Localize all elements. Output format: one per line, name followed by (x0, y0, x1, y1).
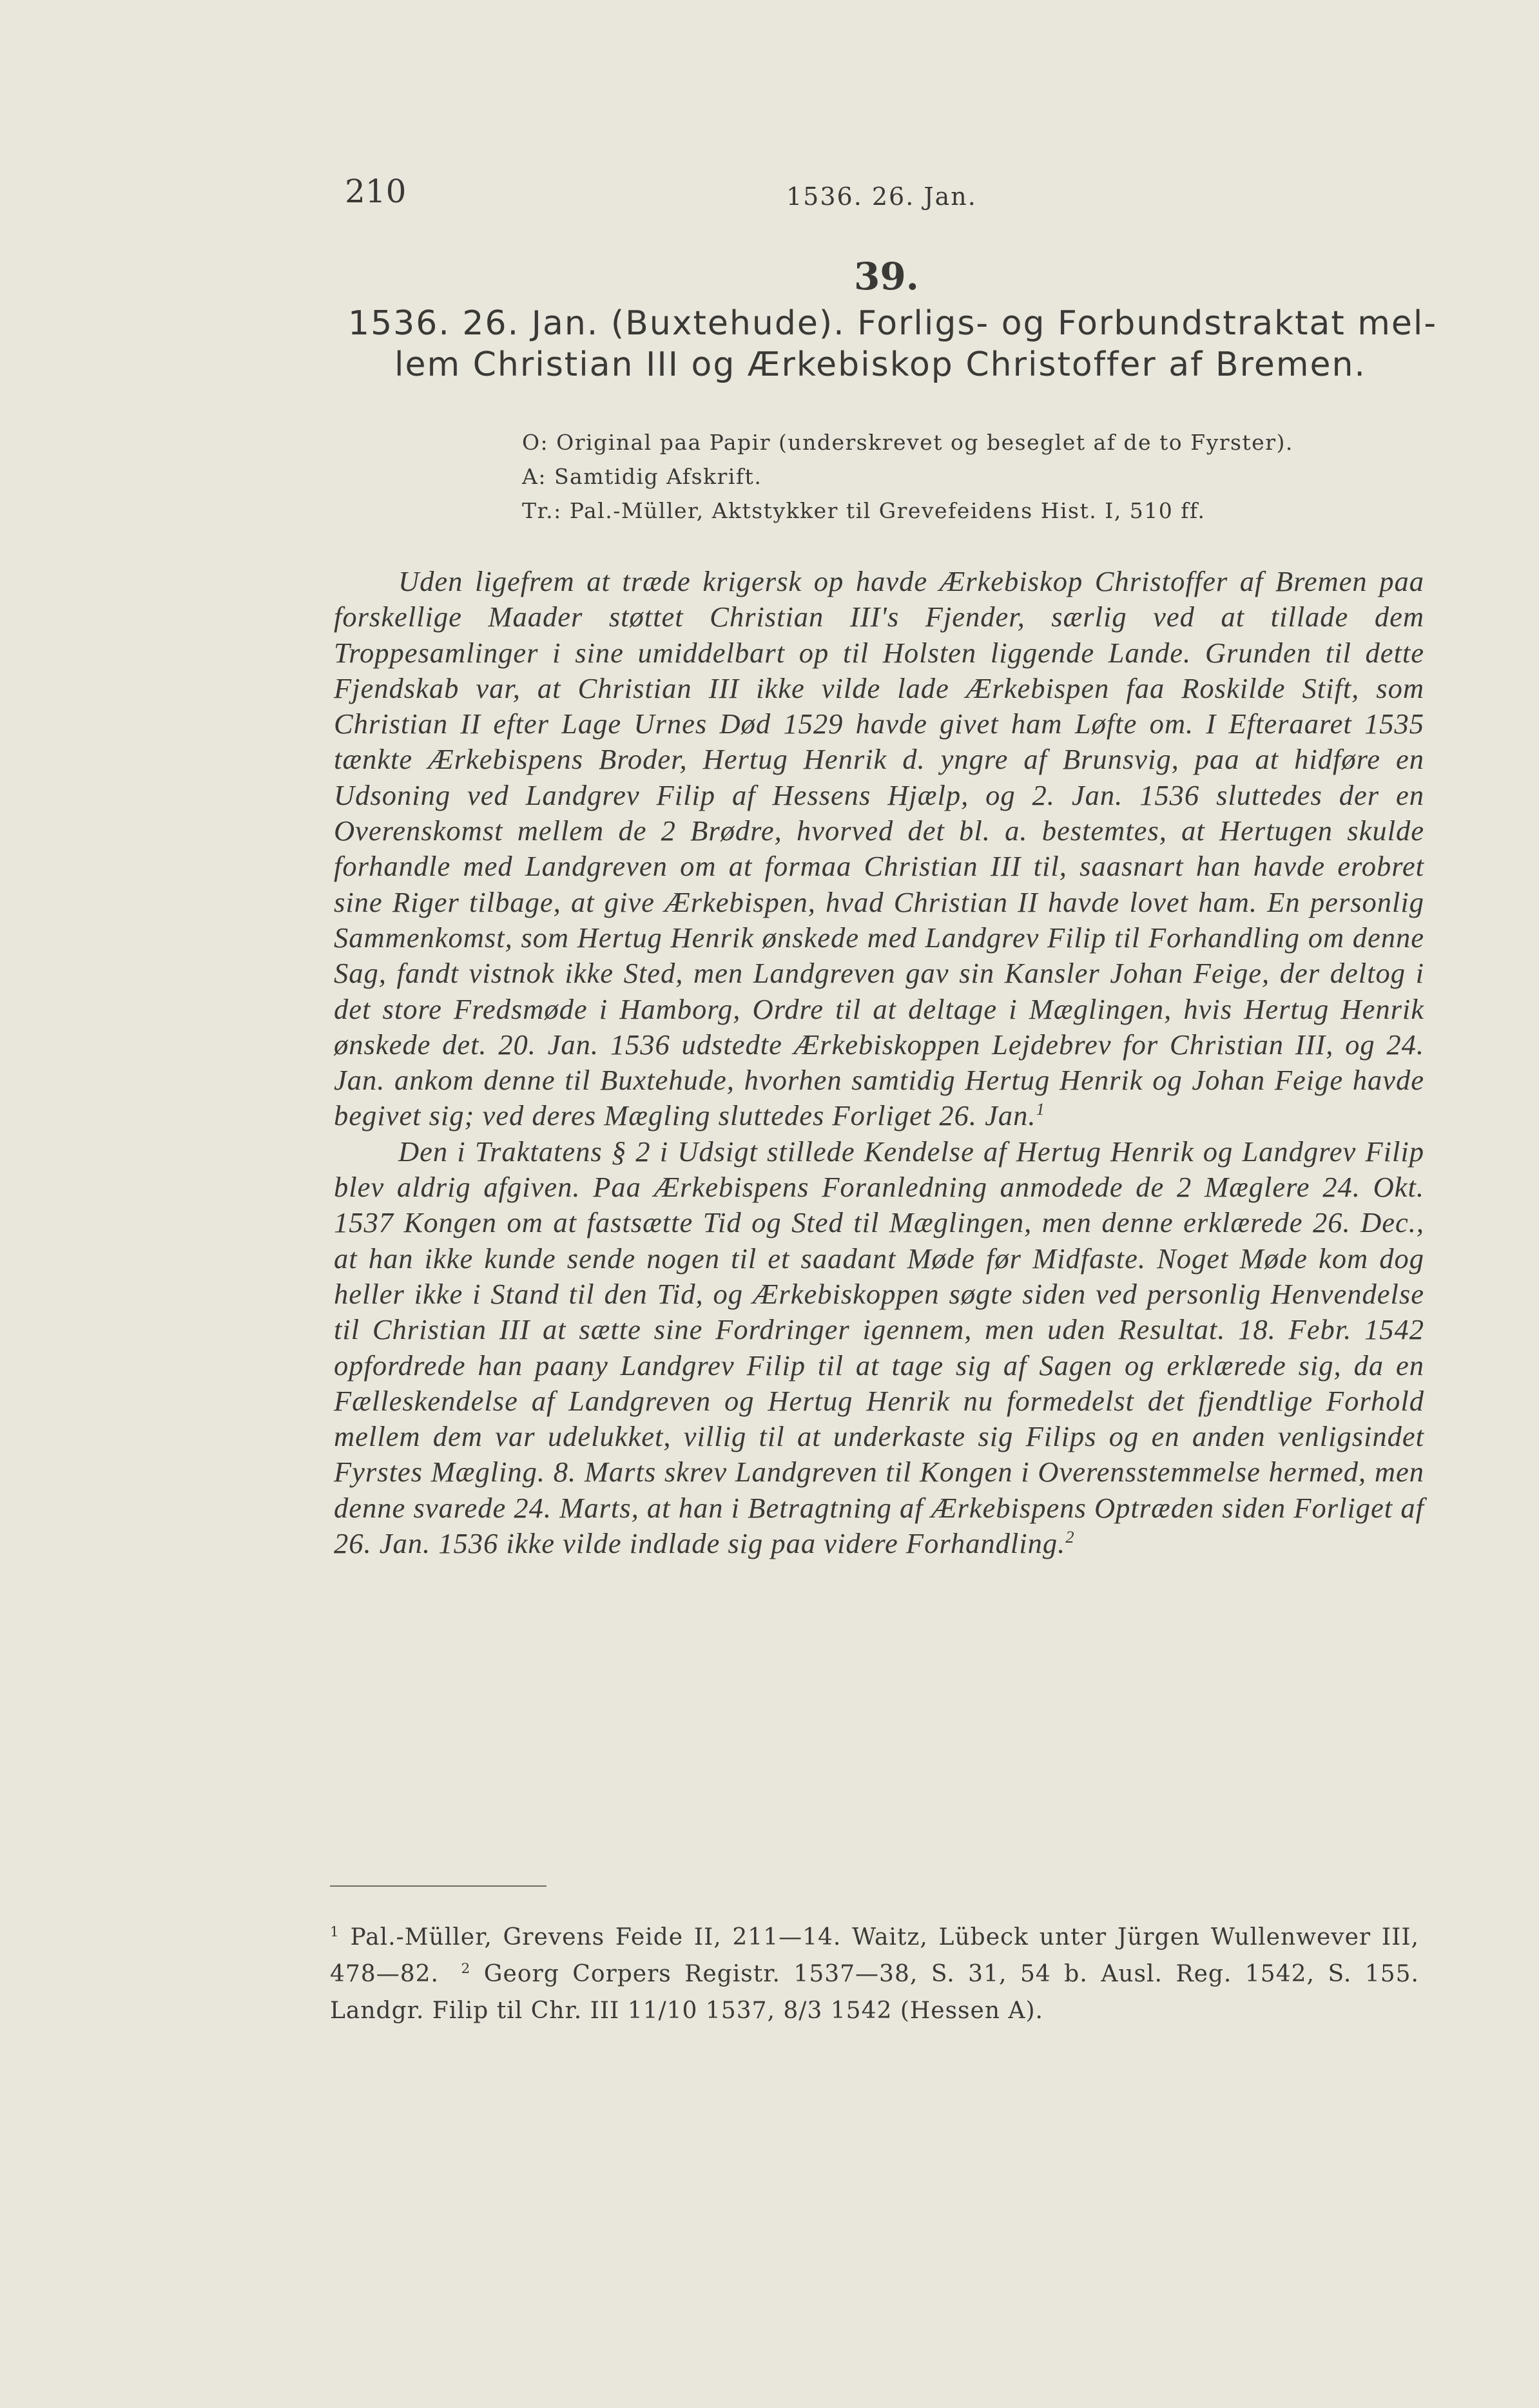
title-line-1: 1536. 26. Jan. (Buxtehude). Forligs- og Forbundstraktat mel- (348, 304, 1438, 343)
footnote-marker: 2 (461, 1961, 471, 1977)
source-print: Tr.: Pal.-Müller, Aktstykker til Grevefeidens Hist. I, 510 ff. (522, 498, 1206, 523)
paragraph-text: Uden ligefrem at træde krigersk op havde Ærkebiskop Christoffer af Bremen paa forskellige Maader støttet Christian III's Fjender, særlig ved at tillade dem Troppesamlinger i sine umiddelbart op til Holsten liggende Lande. Grunden til dette Fjendskab var, at Christian III ikke vilde lade Ærkebispen faa Roskilde Stift, som Christian II efter Lage Urnes Død 1529 havde givet ham Løfte om. I Efteraaret 1535 tænkte Ærkebispens Broder, Hertug Henrik d. yngre af Brunsvig, paa at hidføre en Udsoning ved Landgrev Filip af Hessens Hjælp, og 2. Jan. 1536 sluttedes der en Overenskomst mellem de 2 Brødre, hvorved det bl. a. bestemtes, at Hertugen skulde forhandle med Landgreven om at formaa Christian III til, saasnart han havde erobret sine Riger tilbage, at give Ærkebispen, hvad Christian II havde lovet ham. En personlig Sammenkomst, som Hertug Henrik ønskede med Landgrev Filip til Forhandling om denne Sag, fandt vistnok ikke Sted, men Landgreven gav sin Kansler Johan Feige, der deltog i det store Fredsmøde i Hamborg, Ordre til at deltage i Mæglingen, hvis Hertug Henrik ønskede det. 20. Jan. 1536 udstedte Ærkebiskoppen Lejdebrev for Christian III, og 24. Jan. ankom denne til Buxtehude, hvorhen samtidig Hertug Henrik og Johan Feige havde begivet sig; ved deres Mægling sluttedes Forliget 26. Jan. (334, 565, 1424, 1132)
footnote-text: Pal.-Müller, Grevens Feide II, 211—14. Waitz, Lübeck unter Jürgen Wullenwever III, 478—82. (330, 1924, 1419, 1987)
source-list (522, 425, 1450, 528)
paragraph (334, 1134, 1424, 1562)
document-number: 39. (854, 255, 919, 298)
running-header: 1536. 26. Jan. (786, 182, 977, 211)
source-original: O: Original paa Papir (underskrevet og beseglet af de to Fyrster). (522, 430, 1293, 455)
footnote-ref: 1 (1036, 1099, 1045, 1119)
paragraph (334, 564, 1424, 1134)
footnote-divider (330, 1885, 547, 1887)
footnote-text: Georg Corpers Registr. 1537—38, S. 31, 54 b. Ausl. Reg. 1542, S. 155. Landgr. Filip til Chr. III 11/10 1537, 8/3 1542 (Hessen A). (330, 1961, 1419, 2024)
paragraph-text: Den i Traktatens § 2 i Udsigt stillede Kendelse af Hertug Henrik og Landgrev Filip blev aldrig afgiven. Paa Ærkebispens Foranledning anmodede de 2 Mæglere 24. Okt. 1537 Kongen om at fastsætte Tid og Sted til Mæglingen, men denne erklærede 26. Dec., at han ikke kunde sende nogen til et saadant Møde før Midfaste. Noget Møde kom dog heller ikke i Stand til den Tid, og Ærkebiskoppen søgte siden ved personlig Henvendelse til Christian III at sætte sine Fordringer igennem, men uden Resultat. 18. Febr. 1542 opfordrede han paany Landgrev Filip til at tage sig af Sagen og erklærede sig, da en Fælleskendelse af Landgreven og Hertug Henrik nu formedelst det fjendtlige Forhold mellem dem var udelukket, villig til at underkaste sig Filips og en anden venligsindet Fyrstes Mægling. 8. Marts skrev Landgreven til Kongen i Overensstemmelse hermed, men denne svarede 24. Marts, at han i Betragtning af Ærkebispens Optræden siden Forliget af 26. Jan. 1536 ikke vilde indlade sig paa videre Forhandling. (334, 1135, 1424, 1560)
source-copy: A: Samtidig Afskrift. (522, 464, 762, 489)
document-title (348, 303, 1444, 385)
footnote-marker: 1 (330, 1924, 340, 1940)
introduction-text (334, 564, 1424, 1561)
footnote-ref: 2 (1065, 1527, 1075, 1547)
page-number: 210 (345, 173, 407, 210)
title-line-2: lem Christian III og Ærkebiskop Christoffer af Bremen. (394, 345, 1366, 384)
footnotes (330, 1919, 1419, 2029)
